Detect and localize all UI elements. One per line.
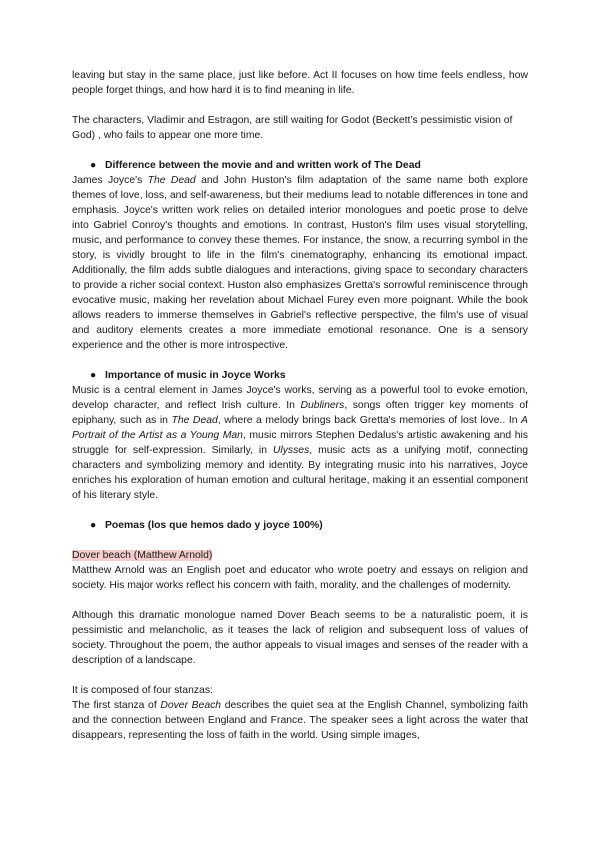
dover-paragraph-1: Matthew Arnold was an English poet and educator who wrote poetry and essays on religion and society. His major works reflect his concern with faith, morality, and the challenges of modernity. bbox=[72, 565, 528, 591]
intro-paragraph-2: The characters, Vladimir and Estragon, are still waiting for Godot (Beckett’s pessimistic vision of God) , who fails to appear one more time. bbox=[72, 115, 513, 141]
dover-paragraph-3: It is composed of four stanzas: bbox=[72, 685, 213, 696]
dover-paragraph-2: Although this dramatic monologue named Dover Beach seems to be a naturalistic poem, it is pessimistic and melancholic, as it teases the lack of religion and subsequent loss of values of society. Throughout the poem, the author appeals to visual images and senses of the reader with a description of a landscape. bbox=[72, 610, 528, 666]
heading-text: Importance of music in Joyce Works bbox=[105, 370, 286, 381]
heading-text: Poemas (los que hemos dado y joyce 100%) bbox=[105, 520, 323, 531]
dover-beach-title: Dover beach (Matthew Arnold) bbox=[72, 550, 213, 561]
bullet-icon: ● bbox=[90, 520, 97, 531]
section-heading-poemas bbox=[72, 518, 528, 533]
section-heading-music bbox=[72, 368, 528, 383]
dover-paragraph-4: The first stanza of Dover Beach describes the quiet sea at the English Channel, symbolizing faith and the connection between England and France. The speaker sees a light across the water that disappears, representing the loss of faith in the world. Using simple images, bbox=[72, 700, 528, 741]
section-heading-the-dead bbox=[72, 158, 528, 173]
heading-text: Difference between the movie and and written work of The Dead bbox=[105, 160, 421, 171]
bullet-icon: ● bbox=[90, 160, 97, 171]
document-page bbox=[72, 68, 528, 743]
bullet-icon: ● bbox=[90, 370, 97, 381]
music-paragraph: Music is a central element in James Joyce's works, serving as a powerful tool to evoke emotion, develop character, and reflect Irish culture. In Dubliners, songs often trigger key moments of epiphany, such as in The Dead, where a melody brings back Gretta's memories of lost love.. In A Portrait of the Artist as a Young Man, music mirrors Stephen Dedalus's artistic awakening and his struggle for self-expression. Similarly, in Ulysses, music acts as a unifying motif, connecting characters and symbolizing memory and identity. By integrating music into his narratives, Joyce enriches his exploration of human emotion and cultural heritage, making it an essential component of his literary style. bbox=[72, 385, 529, 501]
the-dead-paragraph: James Joyce's The Dead and John Huston's film adaptation of the same name both explore themes of love, loss, and self-awareness, but their mediums lead to notable differences in tone and emphasis. Joyce's written work relies on detailed interior monologues and poetic prose to delve into Gabriel Conroy's thoughts and emotions. In contrast, Huston's film uses visual storytelling, music, and performance to convey these themes. For instance, the snow, a recurring symbol in the story, is vividly brought to life in the film's cinematography, enhancing its emotional impact. Additionally, the film adds subtle dialogues and interactions, giving space to secondary characters to provide a richer social context. Huston also emphasizes Gretta's sorrowful reminiscence through evocative music, making her revelation about Michael Furey even more poignant. While the book allows readers to immerse themselves in Gabriel's reflective perspective, the film's use of visual and auditory elements creates a more immediate emotional resonance. One is a sensory experience and the other is more introspective. bbox=[72, 175, 528, 351]
intro-paragraph-1: leaving but stay in the same place, just like before. Act II focuses on how time feels endless, how people forget things, and how hard it is to find meaning in life. bbox=[72, 70, 528, 96]
